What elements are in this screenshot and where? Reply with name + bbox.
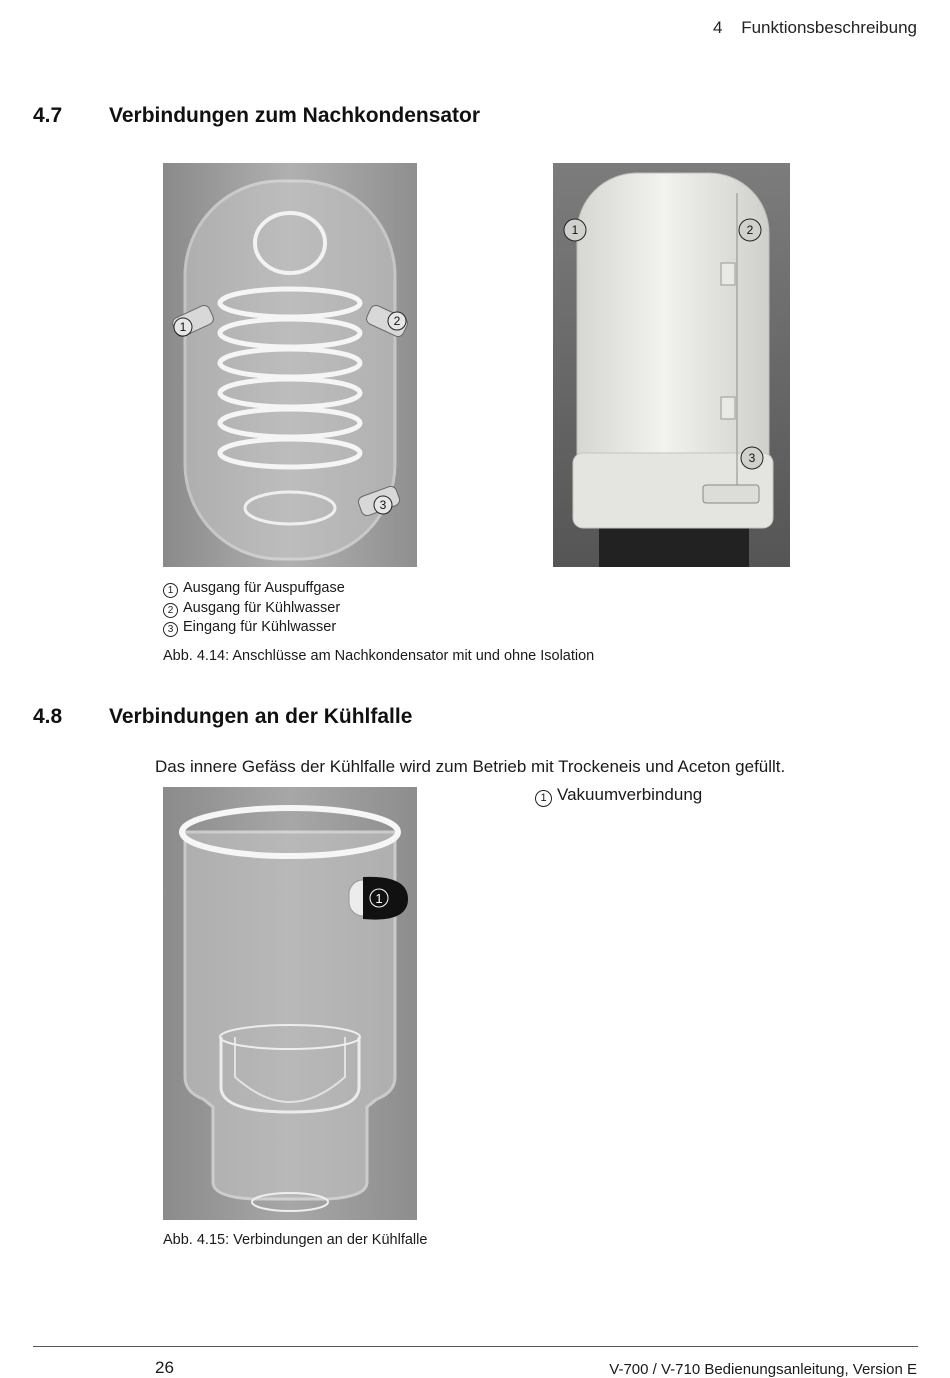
marker-1: 1 xyxy=(375,891,383,906)
cold-trap-photo xyxy=(163,787,417,1220)
section-4-8-title: Verbindungen an der Kühlfalle xyxy=(109,705,413,728)
chapter-number: 4 xyxy=(713,18,723,37)
section-4-7-title: Verbindungen zum Nachkondensator xyxy=(109,104,481,127)
legend-text: Ausgang für Kühlwasser xyxy=(183,599,341,616)
marker-2: 2 xyxy=(746,223,754,237)
legend-marker: 1 xyxy=(163,583,178,598)
legend-text: Ausgang für Auspuffgase xyxy=(183,580,345,596)
figure-caption-4-14: Abb. 4.14: Anschlüsse am Nachkondensator mit und ohne Isolation xyxy=(163,648,595,664)
legend-text: Eingang für Kühlwasser xyxy=(183,619,337,635)
legend-item xyxy=(535,785,702,807)
legend-marker: 2 xyxy=(163,603,178,618)
running-header xyxy=(713,18,917,38)
document-title: V-700 / V-710 Bedienungsanleitung, Version E xyxy=(609,1361,917,1378)
figure-legend xyxy=(535,785,702,807)
marker-2: 2 xyxy=(393,314,401,328)
figure-legend xyxy=(163,579,345,638)
section-intro: Das innere Gefäss der Kühlfalle wird zum Betrieb mit Trockeneis und Aceton gefüllt. xyxy=(155,757,786,776)
condenser-insulated-photo xyxy=(553,163,790,567)
section-4-8-number: 4.8 xyxy=(33,705,63,728)
legend-marker: 1 xyxy=(535,790,552,807)
figure-caption-4-15: Abb. 4.15: Verbindungen an der Kühlfalle xyxy=(163,1232,428,1248)
footer-rule xyxy=(33,1346,918,1347)
marker-3: 3 xyxy=(379,498,387,512)
legend-marker: 3 xyxy=(163,622,178,637)
legend-text: Vakuumverbindung xyxy=(557,785,703,804)
marker-1: 1 xyxy=(571,223,579,237)
chapter-title: Funktionsbeschreibung xyxy=(741,18,917,37)
marker-3: 3 xyxy=(748,451,756,465)
legend-item xyxy=(163,618,345,638)
page-number: 26 xyxy=(155,1358,174,1377)
legend-item xyxy=(163,579,345,599)
section-4-7-number: 4.7 xyxy=(33,104,63,127)
marker-1: 1 xyxy=(179,320,187,334)
legend-item xyxy=(163,599,345,619)
condenser-glass-photo xyxy=(163,163,417,567)
